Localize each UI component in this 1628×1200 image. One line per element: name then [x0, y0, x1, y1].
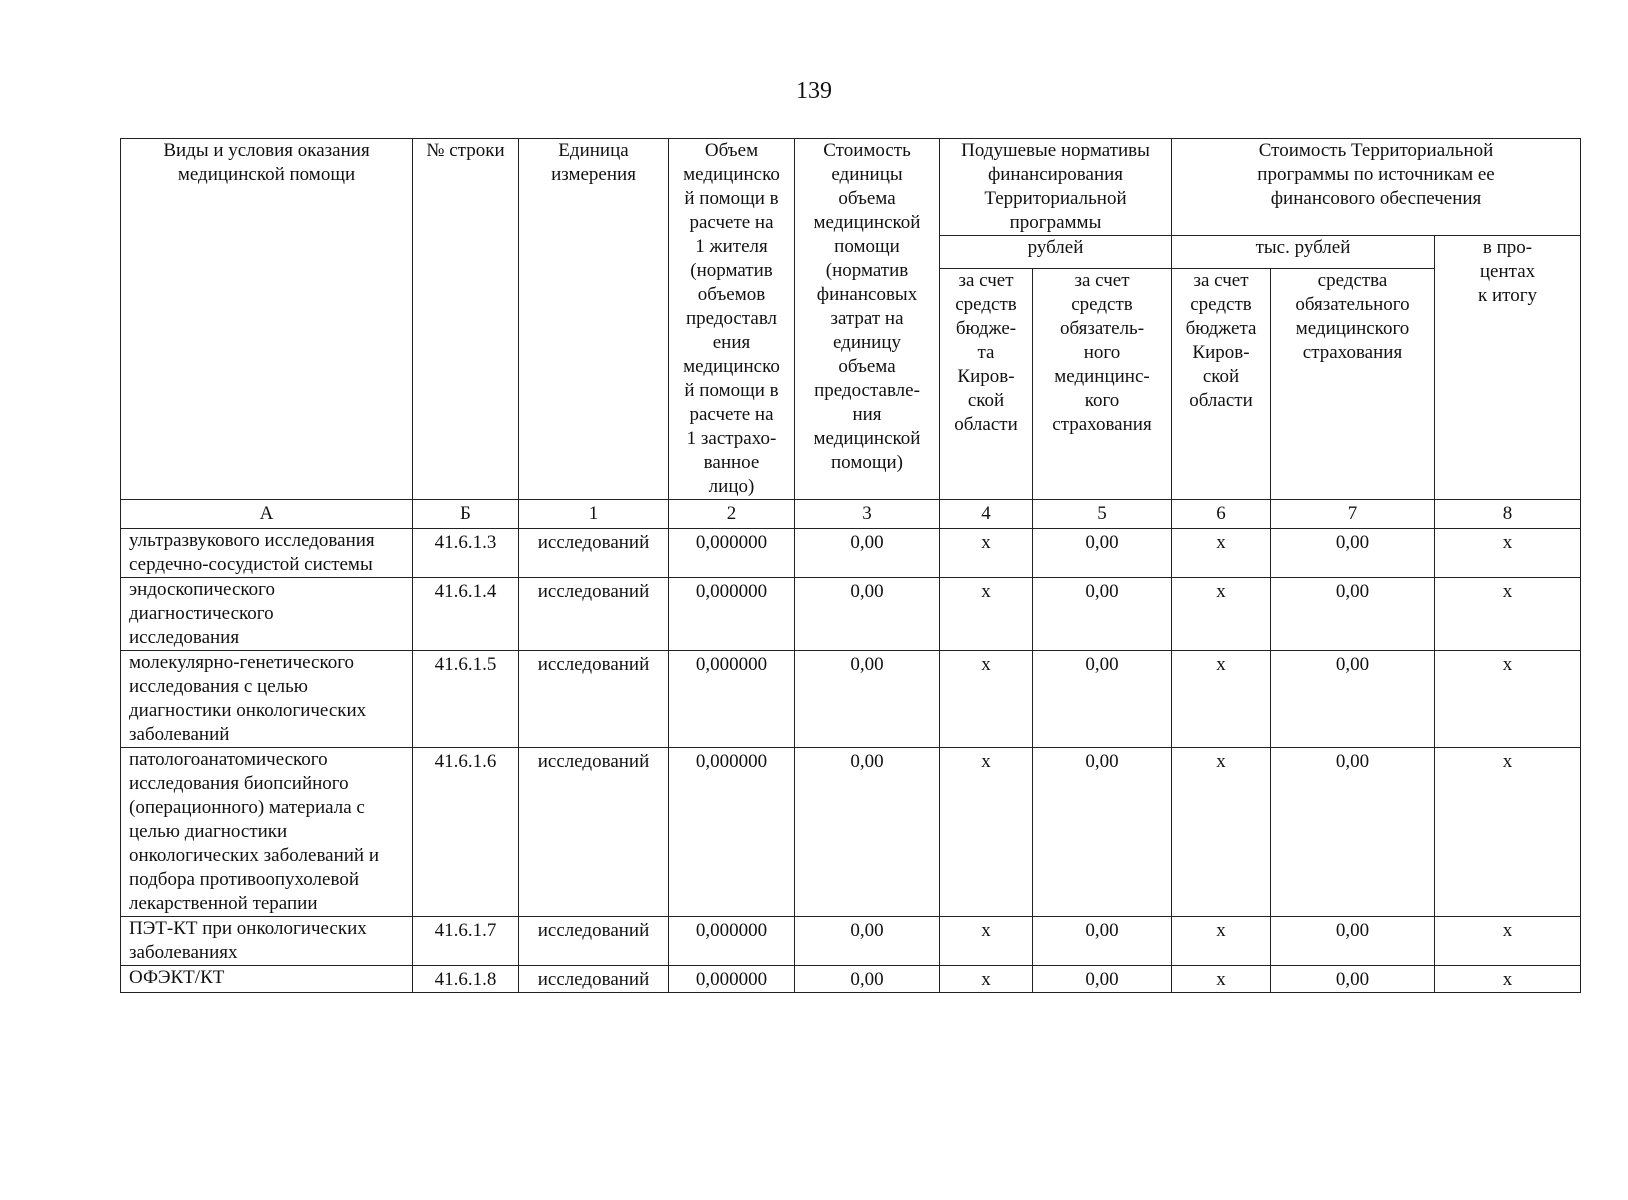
unit-cost-cell: 0,00 [795, 748, 940, 917]
column-index: 2 [669, 500, 795, 529]
table-header [121, 139, 1581, 529]
table-row [121, 966, 1581, 993]
table-row [121, 748, 1581, 917]
oms-funds-cell: 0,00 [1271, 748, 1435, 917]
table-row [121, 529, 1581, 578]
column-index: 8 [1435, 500, 1581, 529]
service-name-cell: ультразвукового исследования сердечно-сосудистой системы [121, 529, 413, 578]
regional-budget-thousands-cell: x [1172, 578, 1271, 651]
unit-cost-cell: 0,00 [795, 966, 940, 993]
unit-cost-cell: 0,00 [795, 651, 940, 748]
volume-cell: 0,000000 [669, 917, 795, 966]
regional-budget-thousands-cell: x [1172, 966, 1271, 993]
oms-funds-cell: 0,00 [1271, 651, 1435, 748]
line-number-cell: 41.6.1.3 [413, 529, 519, 578]
page-number: 139 [796, 78, 832, 104]
regional-budget-cell: x [940, 966, 1033, 993]
header-per-capita-group: Подушевые нормативы финансирования Территориальной программы [940, 139, 1172, 236]
header-line-number: № строки [413, 139, 519, 500]
header-regional-budget-thousands: за счет средств бюджета Киров- ской области [1172, 269, 1271, 500]
unit-cost-cell: 0,00 [795, 578, 940, 651]
percent-cell: x [1435, 748, 1581, 917]
line-number-cell: 41.6.1.5 [413, 651, 519, 748]
header-volume: Объем медицинско й помощи в расчете на 1 жителя (норматив объемов предоставл ения медицинско й помощи в расчете на 1 застрахо- ванное лицо) [669, 139, 795, 500]
percent-cell: x [1435, 917, 1581, 966]
header-regional-budget: за счет средств бюдже- та Киров- ской области [940, 269, 1033, 500]
unit-cell: исследований [519, 748, 669, 917]
oms-cell: 0,00 [1033, 651, 1172, 748]
column-index: 7 [1271, 500, 1435, 529]
header-cost-group: Стоимость Территориальной программы по источникам ее финансового обеспечения [1172, 139, 1581, 236]
oms-cell: 0,00 [1033, 917, 1172, 966]
percent-cell: x [1435, 529, 1581, 578]
volume-cell: 0,000000 [669, 529, 795, 578]
line-number-cell: 41.6.1.8 [413, 966, 519, 993]
regional-budget-cell: x [940, 578, 1033, 651]
oms-cell: 0,00 [1033, 529, 1172, 578]
header-unit-cost: Стоимость единицы объема медицинской помощи (норматив финансовых затрат на единицу объема предоставле- ния медицинской помощи) [795, 139, 940, 500]
column-index: А [121, 500, 413, 529]
service-name-cell: эндоскопического диагностического исследования [121, 578, 413, 651]
unit-cell: исследований [519, 966, 669, 993]
header-thousand-rubles: тыс. рублей [1172, 236, 1435, 269]
regional-budget-cell: x [940, 917, 1033, 966]
header-rubles: рублей [940, 236, 1172, 269]
financing-table [120, 138, 1581, 993]
regional-budget-thousands-cell: x [1172, 651, 1271, 748]
column-index: 5 [1033, 500, 1172, 529]
line-number-cell: 41.6.1.4 [413, 578, 519, 651]
unit-cell: исследований [519, 917, 669, 966]
column-index: Б [413, 500, 519, 529]
unit-cell: исследований [519, 578, 669, 651]
oms-funds-cell: 0,00 [1271, 529, 1435, 578]
volume-cell: 0,000000 [669, 578, 795, 651]
percent-cell: x [1435, 966, 1581, 993]
table-body [121, 529, 1581, 993]
header-unit: Единица измерения [519, 139, 669, 500]
header-percent: в про- центах к итогу [1435, 236, 1581, 500]
regional-budget-thousands-cell: x [1172, 529, 1271, 578]
volume-cell: 0,000000 [669, 748, 795, 917]
table-row [121, 578, 1581, 651]
regional-budget-thousands-cell: x [1172, 748, 1271, 917]
unit-cell: исследований [519, 529, 669, 578]
header-oms: за счет средств обязатель- ного мединцинс- кого страхования [1033, 269, 1172, 500]
volume-cell: 0,000000 [669, 651, 795, 748]
regional-budget-cell: x [940, 529, 1033, 578]
unit-cost-cell: 0,00 [795, 529, 940, 578]
oms-cell: 0,00 [1033, 966, 1172, 993]
oms-funds-cell: 0,00 [1271, 578, 1435, 651]
percent-cell: x [1435, 578, 1581, 651]
percent-cell: x [1435, 651, 1581, 748]
column-index-row [121, 500, 1581, 529]
header-types: Виды и условия оказания медицинской помощи [121, 139, 413, 500]
volume-cell: 0,000000 [669, 966, 795, 993]
regional-budget-thousands-cell: x [1172, 917, 1271, 966]
regional-budget-cell: x [940, 651, 1033, 748]
line-number-cell: 41.6.1.7 [413, 917, 519, 966]
oms-funds-cell: 0,00 [1271, 966, 1435, 993]
column-index: 4 [940, 500, 1033, 529]
service-name-cell: ОФЭКТ/КТ [121, 966, 413, 993]
oms-funds-cell: 0,00 [1271, 917, 1435, 966]
column-index: 6 [1172, 500, 1271, 529]
oms-cell: 0,00 [1033, 748, 1172, 917]
table-row [121, 651, 1581, 748]
service-name-cell: ПЭТ-КТ при онкологических заболеваниях [121, 917, 413, 966]
column-index: 1 [519, 500, 669, 529]
service-name-cell: патологоанатомического исследования биопсийного (операционного) материала с целью диагностики онкологических заболеваний и подбора противоопухолевой лекарственной терапии [121, 748, 413, 917]
unit-cost-cell: 0,00 [795, 917, 940, 966]
regional-budget-cell: x [940, 748, 1033, 917]
line-number-cell: 41.6.1.6 [413, 748, 519, 917]
header-oms-funds: средства обязательного медицинского страхования [1271, 269, 1435, 500]
oms-cell: 0,00 [1033, 578, 1172, 651]
column-index: 3 [795, 500, 940, 529]
table-row [121, 917, 1581, 966]
service-name-cell: молекулярно-генетического исследования с целью диагностики онкологических заболеваний [121, 651, 413, 748]
unit-cell: исследований [519, 651, 669, 748]
